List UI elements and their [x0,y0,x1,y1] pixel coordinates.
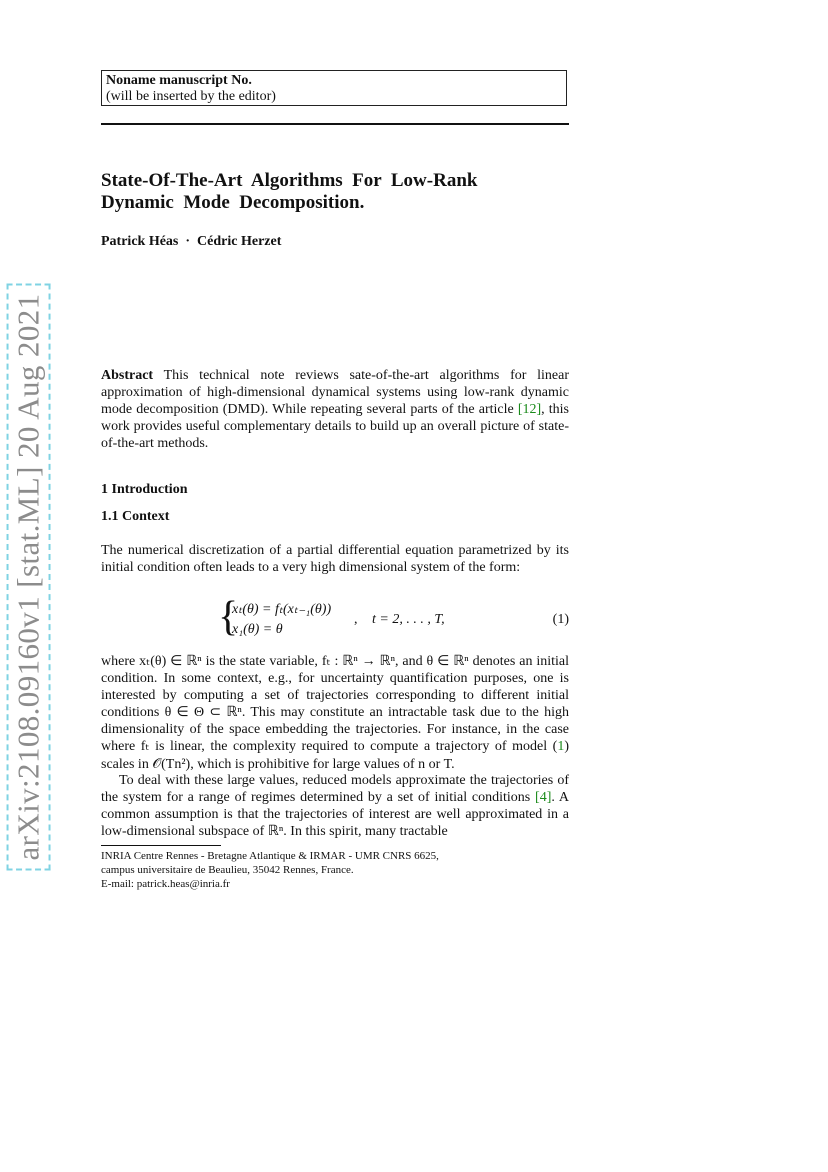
footnote-email[interactable]: E-mail: patrick.heas@inria.fr [101,877,230,890]
equation-brace: { [218,594,239,640]
footnote-rule [101,845,221,846]
paragraph-3-text-b: . A common assumption is that the trajectories of interest are well approximated in a low-dimensional subspace of ℝⁿ. In this spirit, many tractable [101,790,570,840]
title-line2: Dynamic Mode Decomposition. [101,192,365,213]
equation-line1: xₜ(θ) = fₜ(xₜ₋₁(θ)) [232,602,332,617]
paragraph-3 [101,772,569,840]
equation-ref-link[interactable]: 1 [557,739,565,755]
manuscript-line1: Noname manuscript No. [106,73,252,88]
equation-line2: x₁(θ) = θ [232,622,283,637]
abstract-text-b: , this work provides useful complementary details to build up an overall picture of state-of-the-art methods. [101,402,569,452]
paragraph-2-text-b: ) scales in 𝒪(Tn²), which is prohibitive for large values of n or T. [101,739,569,772]
equation-comma: , [354,612,358,627]
arxiv-id[interactable]: arXiv:2108.09160v1 [stat.ML] 20 Aug 2021 [7,283,51,870]
manuscript-box [101,70,567,106]
paragraph-2-text-a: where xₜ(θ) ∈ ℝⁿ is the state variable, fₜ : ℝⁿ → ℝⁿ, and θ ∈ ℝⁿ denotes an initial condition. In some context, e.g., for uncertainty quantification purposes, one is interested by computing a set of trajectories corresponding to different initial conditions θ ∈ Θ ⊂ ℝⁿ. This may constitute an intractable task due to the high dimensionality of the space embedding the trajectories. For instance, in the case where fₜ is linear, the complexity required to compute a trajectory of model ( [101,654,569,755]
header-rule [101,123,569,125]
equation-number: (1) [552,612,569,627]
abstract-text-a: This technical note reviews sate-of-the-art algorithms for linear approximation of high-dimensional dynamical systems using low-rank dynamic mode decomposition (DMD). While repeating several parts of the article [101,368,569,418]
section-heading: 1 Introduction [101,482,188,497]
abstract [101,367,569,452]
paragraph-3-text-a: To deal with these large values, reduced models approximate the trajectories of the system for a range of regimes determined by a set of initial conditions [101,773,569,806]
footnote-line2: campus universitaire de Beaulieu, 35042 Rennes, France. [101,863,354,876]
equation-1 [218,594,569,644]
manuscript-line2: (will be inserted by the editor) [106,89,276,104]
paragraph-1: The numerical discretization of a partial differential equation parametrized by its initial condition often leads to a very high dimensional system of the form: [101,543,569,576]
equation-range: t = 2, . . . , T, [372,612,445,627]
arxiv-sidebar-stamp [4,293,54,861]
title-line1: State-Of-The-Art Algorithms For Low-Rank [101,170,478,191]
affiliation-footnote [101,850,569,891]
footnote-line1: INRIA Centre Rennes - Bretagne Atlantique & IRMAR - UMR CNRS 6625, [101,850,439,862]
paper-title [101,170,571,214]
authors: Patrick Héas · Cédric Herzet [101,234,282,249]
abstract-citation-link[interactable]: [12] [517,402,542,418]
paragraph-2 [101,653,569,773]
subsection-heading: 1.1 Context [101,509,170,524]
abstract-label: Abstract [101,368,154,383]
citation-link-4[interactable]: [4] [535,790,552,806]
